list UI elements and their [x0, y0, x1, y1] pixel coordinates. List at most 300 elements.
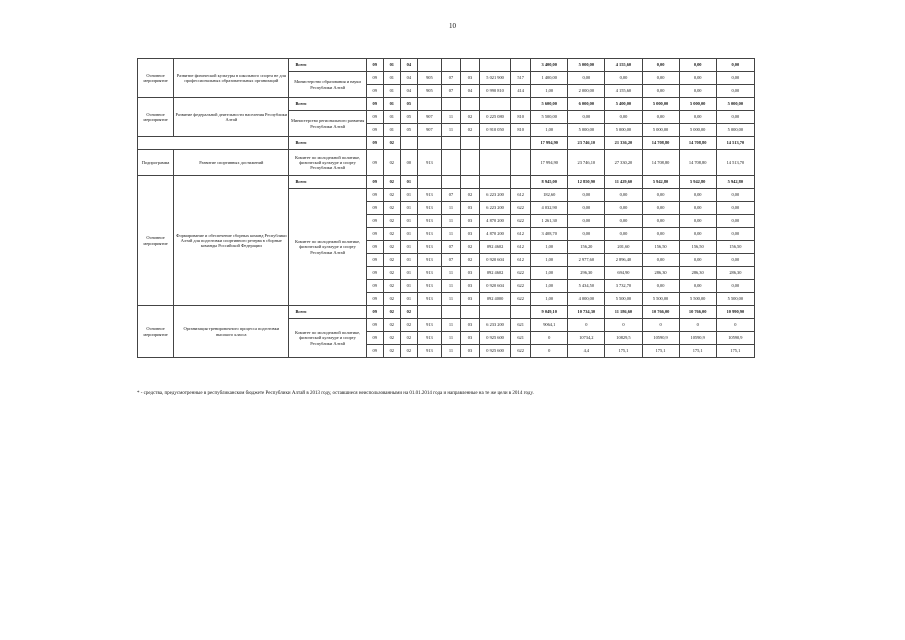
- value-cell: 04: [400, 85, 417, 98]
- value-cell: 5 500,00: [531, 111, 568, 124]
- value-cell: 0,00: [568, 111, 605, 124]
- value-cell: 810: [511, 111, 531, 124]
- value-cell: 156,20: [568, 241, 605, 254]
- total-value-cell: [441, 59, 460, 72]
- total-value-cell: 8 945,00: [531, 176, 568, 189]
- value-cell: 03: [460, 228, 479, 241]
- value-cell: 0,00: [679, 85, 716, 98]
- value-cell: 1,00: [531, 124, 568, 137]
- section-name-cell: Развитие физической культуры в школьного спорта не для профессиональных образовательных организаций: [174, 59, 289, 98]
- value-cell: 175,1: [716, 345, 754, 358]
- value-cell: 3 408,70: [531, 228, 568, 241]
- section-total-row: [138, 176, 755, 189]
- value-cell: 2 977,60: [568, 254, 605, 267]
- value-cell: 14 513,70: [716, 150, 754, 176]
- total-value-cell: 09: [366, 98, 383, 111]
- total-value-cell: 5 942,80: [679, 176, 716, 189]
- table-row: [138, 150, 755, 176]
- value-cell: 296,30: [568, 267, 605, 280]
- value-cell: 05: [400, 124, 417, 137]
- total-value-cell: [480, 137, 511, 150]
- total-value-cell: [511, 176, 531, 189]
- value-cell: 02: [460, 241, 479, 254]
- section-name-cell: Развитие спортивных достижений: [174, 150, 289, 176]
- total-value-cell: [417, 98, 441, 111]
- value-cell: 09: [366, 332, 383, 345]
- value-cell: 01: [400, 228, 417, 241]
- total-value-cell: [417, 59, 441, 72]
- value-cell: 4 870 200: [480, 228, 511, 241]
- value-cell: 0: [679, 319, 716, 332]
- value-cell: 905: [417, 85, 441, 98]
- value-cell: 0,00: [642, 228, 679, 241]
- value-cell: 02: [383, 267, 400, 280]
- value-cell: 913: [417, 293, 441, 306]
- total-value-cell: [441, 98, 460, 111]
- value-cell: 0: [642, 319, 679, 332]
- value-cell: 092 4000: [480, 293, 511, 306]
- value-cell: 03: [460, 293, 479, 306]
- value-cell: 0 920 604: [480, 280, 511, 293]
- value-cell: 02: [383, 254, 400, 267]
- value-cell: 621: [511, 332, 531, 345]
- value-cell: 10829,5: [605, 332, 642, 345]
- value-cell: [480, 150, 511, 176]
- value-cell: 11: [441, 111, 460, 124]
- executor-cell: Комитет по молодежной политике, физической культуре и спорту Республики Алтай: [289, 319, 366, 358]
- value-cell: 175,1: [642, 345, 679, 358]
- value-cell: 01: [383, 111, 400, 124]
- value-cell: 03: [460, 319, 479, 332]
- value-cell: 03: [460, 72, 479, 85]
- value-cell: 0,00: [716, 215, 754, 228]
- value-cell: 11: [441, 267, 460, 280]
- executor-cell: Министерство регионального развития Республики Алтай: [289, 111, 366, 137]
- value-cell: 201,60: [605, 241, 642, 254]
- value-cell: 0,00: [642, 85, 679, 98]
- value-cell: 01: [383, 72, 400, 85]
- total-value-cell: [480, 98, 511, 111]
- total-value-cell: [511, 98, 531, 111]
- value-cell: 621: [511, 319, 531, 332]
- value-cell: 4 032,90: [531, 202, 568, 215]
- section-type-cell: Основное мероприятие: [138, 59, 174, 98]
- value-cell: 09: [366, 85, 383, 98]
- value-cell: 0: [531, 345, 568, 358]
- value-cell: 0 925 600: [480, 345, 511, 358]
- total-value-cell: 5 000,00: [716, 98, 754, 111]
- section-name-cell: Организация тренировочного процесса подготовки высокого класса: [174, 306, 289, 358]
- value-cell: 11: [441, 345, 460, 358]
- value-cell: 4 870 200: [480, 215, 511, 228]
- value-cell: 0 925 600: [480, 332, 511, 345]
- value-cell: 5 500,00: [679, 293, 716, 306]
- total-value-cell: 09: [366, 137, 383, 150]
- value-cell: 622: [511, 215, 531, 228]
- value-cell: 5 500,00: [642, 293, 679, 306]
- value-cell: 0,00: [642, 72, 679, 85]
- value-cell: 01: [383, 124, 400, 137]
- value-cell: 913: [417, 345, 441, 358]
- value-cell: 02: [400, 332, 417, 345]
- value-cell: 0 225 080: [480, 111, 511, 124]
- value-cell: 02: [383, 189, 400, 202]
- value-cell: 1,00: [531, 267, 568, 280]
- value-cell: 04: [400, 72, 417, 85]
- value-cell: 02: [383, 241, 400, 254]
- value-cell: 10590,9: [716, 332, 754, 345]
- section-total-row: [138, 59, 755, 72]
- value-cell: 622: [511, 293, 531, 306]
- value-cell: 0,00: [605, 215, 642, 228]
- total-value-cell: 0,00: [679, 59, 716, 72]
- total-value-cell: [511, 137, 531, 150]
- value-cell: 5 434,50: [568, 280, 605, 293]
- total-value-cell: [460, 137, 479, 150]
- value-cell: 4,4: [568, 345, 605, 358]
- value-cell: 01: [400, 254, 417, 267]
- total-value-cell: 14 708,80: [679, 137, 716, 150]
- value-cell: 01: [400, 202, 417, 215]
- total-value-cell: 5 942,80: [716, 176, 754, 189]
- value-cell: 02: [383, 319, 400, 332]
- value-cell: 0,00: [679, 228, 716, 241]
- value-cell: 03: [460, 215, 479, 228]
- value-cell: 5 000,00: [642, 124, 679, 137]
- budget-table: [137, 58, 755, 358]
- total-value-cell: 17 994,90: [531, 137, 568, 150]
- total-value-cell: 10 734,30: [568, 306, 605, 319]
- value-cell: 11: [441, 293, 460, 306]
- value-cell: 09: [366, 254, 383, 267]
- value-cell: 09: [366, 124, 383, 137]
- value-cell: 0,00: [716, 280, 754, 293]
- section-name-cell: Формирование и обеспечение сборных команд Республики Алтай для подготовки спортивного резерва в сборные команды Российской Федерации: [174, 176, 289, 306]
- value-cell: 612: [511, 254, 531, 267]
- value-cell: 0,00: [605, 111, 642, 124]
- value-cell: 622: [511, 280, 531, 293]
- value-cell: 612: [511, 189, 531, 202]
- total-value-cell: [480, 176, 511, 189]
- value-cell: 6 233 200: [480, 319, 511, 332]
- value-cell: 092 4602: [480, 241, 511, 254]
- value-cell: 0,00: [568, 189, 605, 202]
- value-cell: 0,00: [605, 202, 642, 215]
- value-cell: 01: [400, 267, 417, 280]
- total-value-cell: 01: [383, 59, 400, 72]
- total-value-cell: [417, 137, 441, 150]
- total-value-cell: [480, 59, 511, 72]
- total-label-cell: Всего: [289, 176, 366, 189]
- value-cell: 0,00: [642, 202, 679, 215]
- value-cell: 612: [511, 228, 531, 241]
- value-cell: 09: [366, 345, 383, 358]
- total-value-cell: [460, 59, 479, 72]
- value-cell: 913: [417, 189, 441, 202]
- value-cell: 00: [400, 150, 417, 176]
- value-cell: 0,00: [568, 202, 605, 215]
- total-label-cell: Всего: [289, 59, 366, 72]
- value-cell: 5 000,00: [605, 124, 642, 137]
- value-cell: 01: [383, 85, 400, 98]
- section-total-row: [138, 98, 755, 111]
- value-cell: 0,00: [642, 111, 679, 124]
- value-cell: 913: [417, 228, 441, 241]
- value-cell: 11: [441, 202, 460, 215]
- value-cell: 11: [441, 124, 460, 137]
- executor-cell: Комитет по молодежной политике, физической культуре и спорту Республики Алтай: [289, 189, 366, 306]
- value-cell: 913: [417, 319, 441, 332]
- total-value-cell: 12 850,90: [568, 176, 605, 189]
- value-cell: 0,00: [642, 189, 679, 202]
- value-cell: 0 910 050: [480, 124, 511, 137]
- value-cell: [441, 150, 460, 176]
- value-cell: 0: [568, 319, 605, 332]
- value-cell: 02: [383, 150, 400, 176]
- value-cell: 913: [417, 241, 441, 254]
- total-value-cell: 5 600,00: [531, 98, 568, 111]
- value-cell: 01: [400, 215, 417, 228]
- value-cell: 156,50: [642, 241, 679, 254]
- value-cell: 622: [511, 267, 531, 280]
- value-cell: 02: [400, 345, 417, 358]
- total-value-cell: [441, 306, 460, 319]
- value-cell: 622: [511, 345, 531, 358]
- value-cell: 03: [460, 267, 479, 280]
- section-total-row: [138, 137, 755, 150]
- value-cell: 02: [383, 293, 400, 306]
- value-cell: 0 990 810: [480, 85, 511, 98]
- value-cell: 0,00: [679, 280, 716, 293]
- total-value-cell: [511, 59, 531, 72]
- footnote: * - средства, предусмотренные в республиканском бюджете Республики Алтай в 2013 году, оставшиеся неиспользованными на 01.01.2014 года и направленные на те же цели в 2014 году.: [137, 391, 534, 396]
- value-cell: 286,30: [679, 267, 716, 280]
- value-cell: 913: [417, 215, 441, 228]
- value-cell: 02: [460, 189, 479, 202]
- total-value-cell: [460, 176, 479, 189]
- total-value-cell: 5 000,00: [679, 98, 716, 111]
- value-cell: 3 732,70: [605, 280, 642, 293]
- value-cell: 02: [460, 111, 479, 124]
- value-cell: 27 330,20: [605, 150, 642, 176]
- value-cell: 175,1: [679, 345, 716, 358]
- value-cell: 01: [400, 189, 417, 202]
- total-value-cell: [460, 306, 479, 319]
- value-cell: 1,00: [531, 293, 568, 306]
- value-cell: 6 223 200: [480, 202, 511, 215]
- value-cell: 07: [441, 254, 460, 267]
- value-cell: 03: [460, 202, 479, 215]
- value-cell: 4 155,60: [605, 85, 642, 98]
- value-cell: 09: [366, 241, 383, 254]
- total-value-cell: 5 000,00: [642, 98, 679, 111]
- value-cell: 09: [366, 111, 383, 124]
- value-cell: 02: [460, 254, 479, 267]
- value-cell: 01: [400, 293, 417, 306]
- value-cell: 0,00: [679, 254, 716, 267]
- total-value-cell: 5 942,80: [642, 176, 679, 189]
- empty-cell: [138, 137, 289, 150]
- value-cell: 0,00: [716, 254, 754, 267]
- total-value-cell: 02: [383, 306, 400, 319]
- value-cell: 0,00: [568, 215, 605, 228]
- value-cell: 02: [383, 228, 400, 241]
- total-value-cell: 23 746,10: [568, 137, 605, 150]
- value-cell: 14 708,80: [642, 150, 679, 176]
- value-cell: 09: [366, 202, 383, 215]
- value-cell: 09: [366, 189, 383, 202]
- value-cell: 0,00: [679, 215, 716, 228]
- value-cell: 0,00: [716, 72, 754, 85]
- total-value-cell: 02: [400, 306, 417, 319]
- value-cell: 0,00: [716, 202, 754, 215]
- total-value-cell: [511, 306, 531, 319]
- value-cell: 03: [460, 280, 479, 293]
- executor-cell: Комитет по молодежной политике, физической культуре и спорту Республики Алтай: [289, 150, 366, 176]
- value-cell: 4 000,00: [568, 293, 605, 306]
- value-cell: 0,00: [568, 72, 605, 85]
- value-cell: 0,00: [605, 189, 642, 202]
- total-value-cell: 09: [366, 59, 383, 72]
- total-value-cell: 02: [383, 137, 400, 150]
- value-cell: 02: [383, 215, 400, 228]
- value-cell: 612: [511, 241, 531, 254]
- value-cell: 810: [511, 124, 531, 137]
- value-cell: 0,00: [716, 228, 754, 241]
- total-value-cell: 01: [383, 98, 400, 111]
- value-cell: 07: [441, 72, 460, 85]
- value-cell: 156,50: [716, 241, 754, 254]
- value-cell: 0,00: [605, 228, 642, 241]
- value-cell: 5 000,00: [679, 124, 716, 137]
- total-value-cell: 02: [383, 176, 400, 189]
- total-value-cell: [441, 176, 460, 189]
- value-cell: 0,00: [679, 111, 716, 124]
- value-cell: 907: [417, 111, 441, 124]
- value-cell: 05: [400, 111, 417, 124]
- total-value-cell: 3 400,00: [531, 59, 568, 72]
- value-cell: 092 4602: [480, 267, 511, 280]
- value-cell: 09: [366, 150, 383, 176]
- value-cell: 6 223 200: [480, 189, 511, 202]
- value-cell: 0,00: [642, 254, 679, 267]
- total-value-cell: [400, 137, 417, 150]
- value-cell: 1,00: [531, 254, 568, 267]
- value-cell: 11: [441, 319, 460, 332]
- value-cell: 182,60: [531, 189, 568, 202]
- value-cell: 11: [441, 215, 460, 228]
- value-cell: 156,50: [679, 241, 716, 254]
- value-cell: 913: [417, 202, 441, 215]
- value-cell: 0,00: [679, 189, 716, 202]
- value-cell: 907: [417, 124, 441, 137]
- value-cell: 0,00: [716, 85, 754, 98]
- total-value-cell: [480, 306, 511, 319]
- value-cell: 0: [531, 332, 568, 345]
- value-cell: 10590,9: [642, 332, 679, 345]
- total-value-cell: 4 155,60: [605, 59, 642, 72]
- value-cell: 5 021 900: [480, 72, 511, 85]
- total-value-cell: 5 400,00: [605, 98, 642, 111]
- value-cell: 02: [383, 280, 400, 293]
- value-cell: 1 261,30: [531, 215, 568, 228]
- value-cell: 517: [511, 72, 531, 85]
- value-cell: 0: [605, 319, 642, 332]
- value-cell: 09: [366, 319, 383, 332]
- section-total-row: [138, 306, 755, 319]
- value-cell: 5 000,00: [568, 124, 605, 137]
- section-name-cell: Развитие федеральной деятельности населения Республики Алтай: [174, 98, 289, 137]
- value-cell: 0,00: [716, 111, 754, 124]
- value-cell: 414: [511, 85, 531, 98]
- section-type-cell: Основное мероприятие: [138, 98, 174, 137]
- value-cell: 03: [460, 345, 479, 358]
- value-cell: 9064,1: [531, 319, 568, 332]
- value-cell: 622: [511, 202, 531, 215]
- value-cell: 04: [460, 85, 479, 98]
- total-label-cell: Всего: [289, 98, 366, 111]
- section-type-cell: Основное мероприятие: [138, 176, 174, 306]
- value-cell: 11: [441, 228, 460, 241]
- total-value-cell: 04: [400, 59, 417, 72]
- value-cell: 0,00: [679, 72, 716, 85]
- value-cell: 02: [383, 345, 400, 358]
- total-label-cell: Всего: [289, 137, 366, 150]
- value-cell: 14 708,80: [679, 150, 716, 176]
- total-value-cell: 0,00: [716, 59, 754, 72]
- value-cell: 0,00: [679, 202, 716, 215]
- total-value-cell: 0,00: [642, 59, 679, 72]
- value-cell: 694,90: [605, 267, 642, 280]
- value-cell: 0,00: [642, 280, 679, 293]
- total-value-cell: 14 513,70: [716, 137, 754, 150]
- value-cell: 1 400,00: [531, 72, 568, 85]
- total-value-cell: [460, 98, 479, 111]
- executor-cell: Министерство образования и науки Республики Алтай: [289, 72, 366, 98]
- page-number: 10: [449, 22, 456, 30]
- value-cell: 01: [400, 241, 417, 254]
- value-cell: 913: [417, 280, 441, 293]
- value-cell: 02: [460, 124, 479, 137]
- value-cell: 02: [383, 202, 400, 215]
- value-cell: 913: [417, 254, 441, 267]
- value-cell: 5 500,00: [716, 293, 754, 306]
- total-value-cell: [441, 137, 460, 150]
- total-value-cell: 10 766,00: [642, 306, 679, 319]
- value-cell: 09: [366, 267, 383, 280]
- value-cell: 09: [366, 215, 383, 228]
- value-cell: 175,1: [605, 345, 642, 358]
- value-cell: 5 500,00: [605, 293, 642, 306]
- total-value-cell: 9 049,10: [531, 306, 568, 319]
- value-cell: 10734,2: [568, 332, 605, 345]
- value-cell: 2 000,00: [568, 85, 605, 98]
- value-cell: 0,00: [642, 215, 679, 228]
- value-cell: 0,00: [605, 72, 642, 85]
- value-cell: 286,30: [716, 267, 754, 280]
- value-cell: 0,00: [716, 189, 754, 202]
- value-cell: 905: [417, 72, 441, 85]
- total-value-cell: 05: [400, 98, 417, 111]
- total-value-cell: 10 990,90: [716, 306, 754, 319]
- total-value-cell: 6 000,00: [568, 98, 605, 111]
- value-cell: 07: [441, 241, 460, 254]
- value-cell: 23 746,10: [568, 150, 605, 176]
- total-value-cell: 01: [400, 176, 417, 189]
- value-cell: 07: [441, 85, 460, 98]
- section-type-cell: Подпрограмма: [138, 150, 174, 176]
- total-value-cell: 5 000,00: [568, 59, 605, 72]
